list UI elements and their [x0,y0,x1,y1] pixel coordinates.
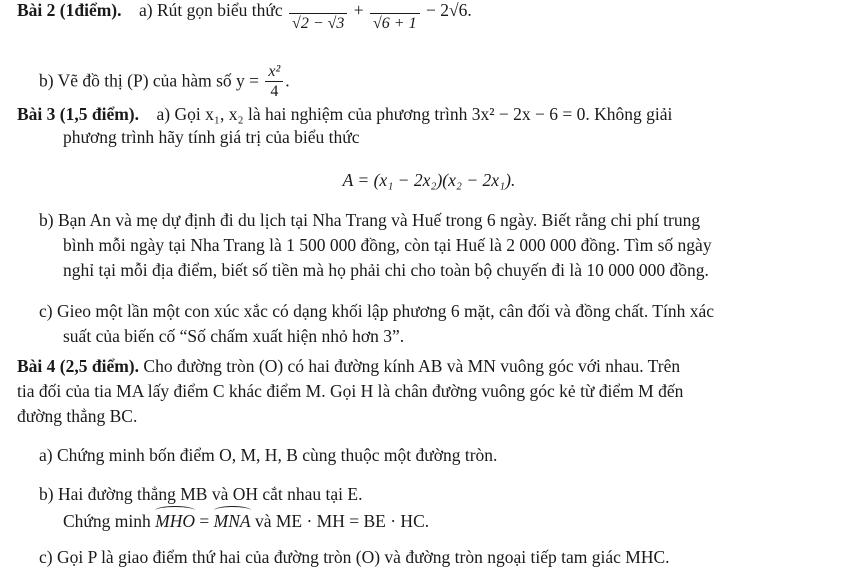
bai4-b-line-1 [39,486,362,504]
bai3-b-line-1 [39,212,700,230]
bai3-b-label: b) [39,210,54,230]
angle-eq: = [199,511,210,531]
bai2-line-b: b) Vẽ đồ thị (P) của hàm số y = $\frac{\text{x²}}{4}$ . [39,63,290,100]
bai3-b-line-2: bình mỗi ngày tại Nha Trang là 1 500 000 đồng, còn tại Huế là 2 000 000 đồng. Tìm số ngày [63,235,712,255]
bai4-b-line-2 [63,511,429,531]
bai4-line-3: đường thẳng BC. [17,406,138,426]
bai2-a-text: Rút gọn biểu thức [157,0,283,20]
bai4-a-text: Chứng minh bốn điểm O, M, H, B cùng thuộc một đường tròn. [56,445,498,465]
bai3-c-label: c) [39,301,53,321]
bai3-line-2: phương trình hãy tính giá trị của biểu thức [63,127,360,147]
bai2-b-label: b) [39,70,54,91]
bai4-c-line [39,549,670,567]
bai2-header: Bài 2 (1điểm). [17,0,122,20]
bai3-c-line-1 [39,303,714,321]
bai3-a-text-1: Gọi x₁, x₂ là hai nghiệm của phương trình 3x² − 2x − 6 = 0. Không giải [174,104,673,124]
bai4-c-label: c) [39,547,53,567]
bai2-b-frac [265,64,283,101]
bai4-c-text: Gọi P là giao điểm thứ hai của đường tròn (O) và đường tròn ngoại tiếp tam giác MHC. [56,547,670,567]
bai3-formula: A = (x₁ − 2x₂)(x₂ − 2x₁). [342,170,516,190]
bai4-header: Bài 4 (2,5 điểm). [17,356,140,376]
angle-mna: MNA [213,511,251,531]
bai3-b-text-1: Bạn An và mẹ dự định đi du lịch tại Nha Trang và Huế trong 6 ngày. Biết rằng chi phí trung [57,210,701,230]
bai3-c-line-2: suất của biến cố “Số chấm xuất hiện nhỏ hơn 3”. [63,326,405,346]
bai3-line-1 [17,106,672,124]
bai4-a-label: a) [39,445,53,465]
bai4-b-text-2-post: và ME · MH = BE · HC. [254,511,430,531]
bai4-a-line [39,447,497,465]
bai2-frac1 [289,5,347,33]
bai4-b-label: b) [39,484,54,504]
bai2-frac1-den: √2 − √3 [289,13,347,33]
bai4-line-1 [17,358,680,376]
bai2-frac2-den: √6 + 1 [370,13,420,33]
bai2-frac2 [370,5,420,33]
bai2-b-frac-den: 4 [265,81,283,101]
bai2-a-tail: − 2√6. [425,0,472,20]
bai4-b-text-2-pre: Chứng minh [63,511,151,531]
bai3-header: Bài 3 (1,5 điểm). [17,104,140,124]
bai3-a-label: a) [156,104,171,124]
bai3-c-text-1: Gieo một lần một con xúc xắc có dạng khối lập phương 6 mặt, cân đối và đồng chất. Tính xác [56,301,714,321]
bai2-b-frac-num: x² [268,63,281,80]
bai2-line-a: Bài 2 (1điểm). a) Rút gọn biểu thức √2 − √3 + √6 + 1 − 2√6. [17,0,472,32]
bai3-b-line-3: nghỉ tại mỗi địa điểm, biết số tiền mà họ phải chi cho toàn bộ chuyến đi là 10 000 000 đồng. [63,260,709,280]
bai4-line-2: tia đối của tia MA lấy điểm C khác điểm M. Gọi H là chân đường vuông góc kẻ từ điểm M đến [17,381,684,401]
bai2-b-text: Vẽ đồ thị (P) của hàm số y = [57,70,260,91]
bai2-a-label: a) [139,0,153,20]
bai4-text-1: Cho đường tròn (O) có hai đường kính AB và MN vuông góc với nhau. Trên [143,356,681,376]
bai4-b-text-1: Hai đường thẳng MB và OH cắt nhau tại E. [57,484,363,504]
angle-mho: MHO [155,511,195,531]
